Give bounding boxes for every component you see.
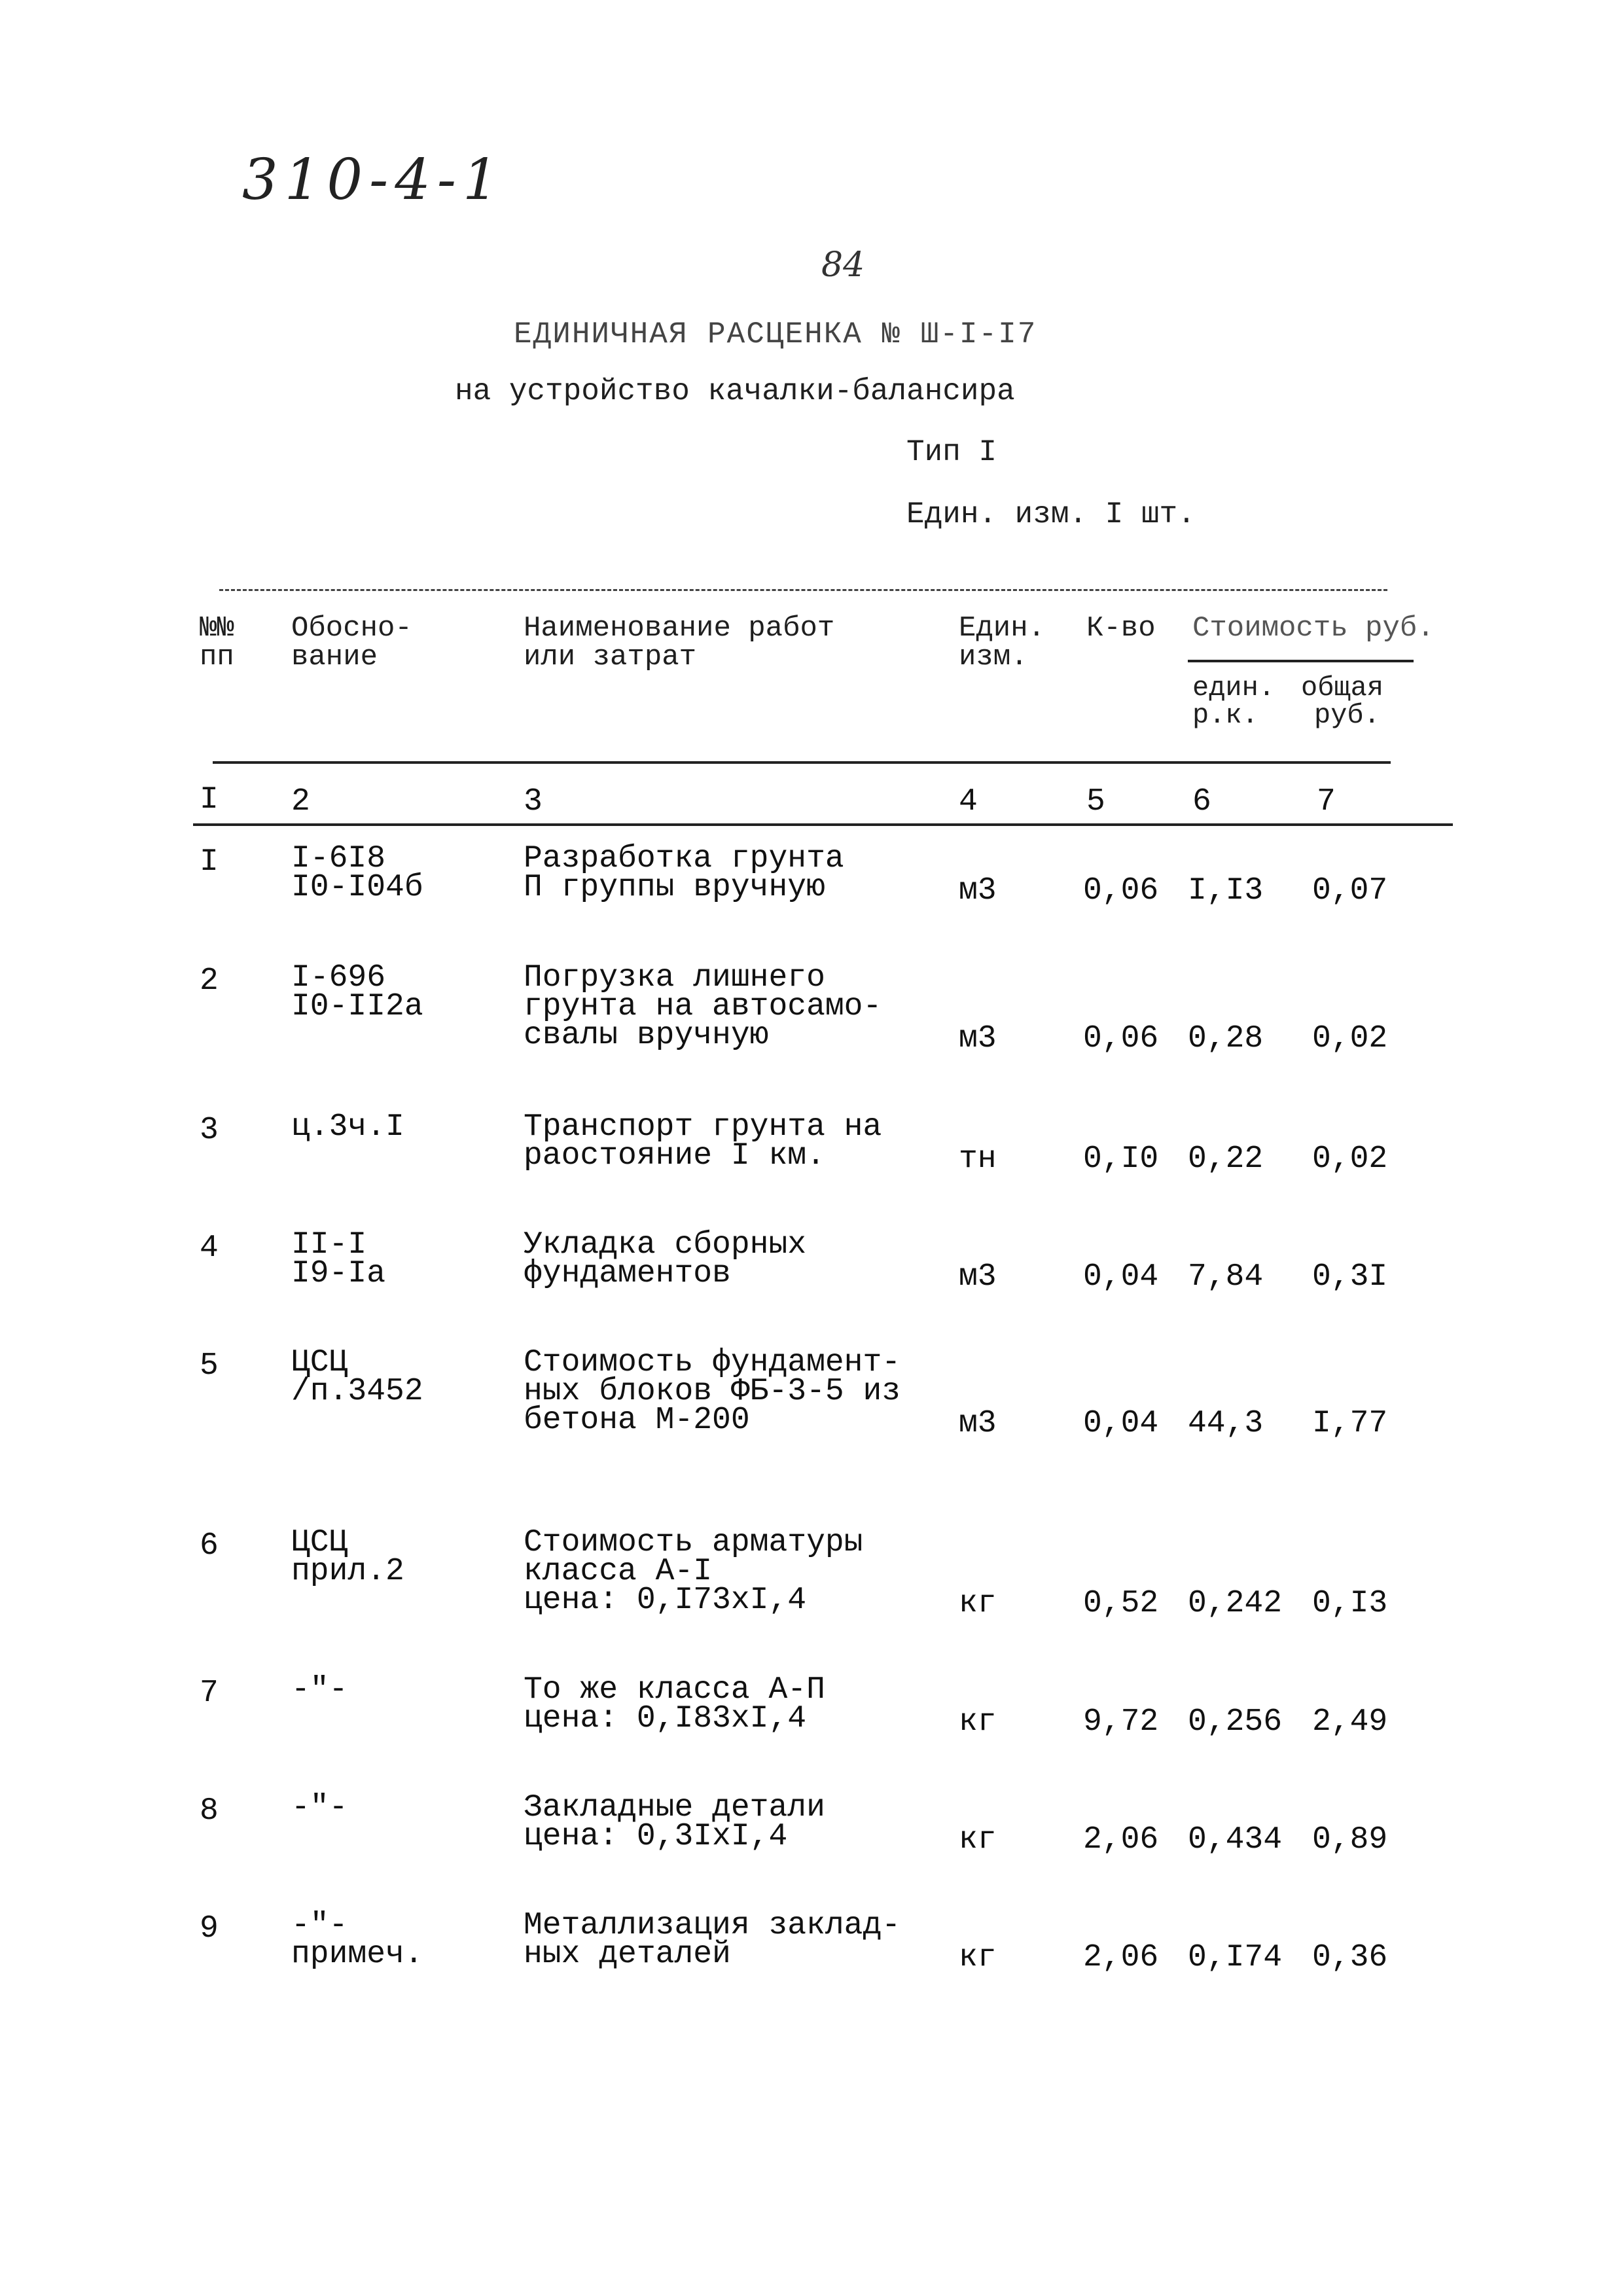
row-work-name-line: Стоимость фундамент- (524, 1345, 901, 1380)
row-basis-line: ЦСЦ (291, 1345, 348, 1380)
column-number-1: I (200, 782, 219, 817)
row-unit: м3 (959, 1259, 997, 1295)
row-basis-line: I0-I04б (291, 870, 423, 905)
row-work-name-line: Укладка сборных (524, 1227, 807, 1263)
header-number (200, 614, 234, 672)
row-work-name-line: Разработка грунта (524, 841, 844, 876)
row-basis-line: I0-II2а (291, 989, 423, 1024)
row-work-name-line: грунта на автосамо- (524, 989, 882, 1024)
header-basis-line2: вание (291, 641, 378, 673)
row-quantity: 0,I0 (1083, 1141, 1159, 1177)
header-unit-line2: изм. (959, 641, 1028, 673)
row-unit-price: I,I3 (1188, 873, 1264, 908)
row-unit: м3 (959, 1021, 997, 1056)
row-total-cost: 0,02 (1312, 1021, 1388, 1056)
row-quantity: 2,06 (1083, 1940, 1159, 1975)
page-subtitle: на устройство качалки-балансира (455, 374, 1015, 408)
row-total-cost: 0,02 (1312, 1141, 1388, 1177)
row-unit: кг (959, 1586, 997, 1621)
row-unit-price: 0,434 (1188, 1822, 1283, 1857)
row-unit-price: 0,I74 (1188, 1940, 1283, 1975)
row-basis-line: I9-Iа (291, 1256, 386, 1291)
header-cost-total-line2: руб. (1314, 700, 1380, 731)
row-quantity: 0,04 (1083, 1259, 1159, 1295)
header-unit-line1: Един. (959, 612, 1046, 645)
page-number: 84 (821, 245, 865, 285)
header-basis (291, 614, 412, 672)
row-work-name-line: П группы вручную (524, 870, 825, 905)
row-quantity: 0,06 (1083, 1021, 1159, 1056)
row-basis-line: II-I (291, 1227, 367, 1263)
header-cost-total-line1: общая (1301, 672, 1384, 704)
row-total-cost: 2,49 (1312, 1704, 1388, 1740)
row-unit: м3 (959, 1406, 997, 1441)
document-code: 310-4-1 (242, 147, 505, 213)
row-basis-line: примеч. (291, 1937, 423, 1972)
row-work-name-line: Стоимость арматуры (524, 1525, 863, 1560)
row-work-name-line: То же класса А-П (524, 1672, 825, 1708)
header-cost-total (1301, 674, 1383, 729)
row-basis-line: -"- (291, 1672, 348, 1708)
header-work-name (524, 614, 834, 672)
header-cost-group: Стоимость руб. (1192, 612, 1435, 645)
row-number: 6 (200, 1528, 219, 1564)
column-numbers-rule (193, 823, 1453, 826)
cost-group-rule (1188, 660, 1414, 662)
row-work-name-line: ных блоков ФБ-3-5 из (524, 1374, 901, 1409)
header-number-line2: пп (200, 641, 234, 673)
row-number: 9 (200, 1911, 219, 1946)
row-unit-price: 0,242 (1188, 1586, 1283, 1621)
row-work-name-line: Транспорт грунта на (524, 1109, 882, 1145)
row-unit: кг (959, 1940, 997, 1975)
header-number-line1: №№ (200, 612, 234, 645)
row-work-name-line: раостояние I км. (524, 1138, 825, 1174)
header-basis-line1: Обосно- (291, 612, 412, 645)
row-quantity: 0,52 (1083, 1586, 1159, 1621)
row-basis-line: I-6I8 (291, 841, 386, 876)
row-number: I (200, 844, 219, 880)
row-total-cost: 0,I3 (1312, 1586, 1388, 1621)
row-unit-price: 44,3 (1188, 1406, 1264, 1441)
row-total-cost: 0,89 (1312, 1822, 1388, 1857)
row-unit: м3 (959, 873, 997, 908)
row-basis-line: I-696 (291, 960, 386, 996)
header-cost-unit-line2: р.к. (1192, 700, 1258, 731)
row-quantity: 0,04 (1083, 1406, 1159, 1441)
column-number-5: 5 (1086, 784, 1105, 819)
header-cost-unit (1192, 674, 1275, 729)
row-work-name-line: ных деталей (524, 1937, 731, 1972)
row-unit: тн (959, 1141, 997, 1177)
row-total-cost: I,77 (1312, 1406, 1388, 1441)
row-basis-line: /п.3452 (291, 1374, 423, 1409)
column-number-7: 7 (1317, 784, 1336, 819)
row-total-cost: 0,07 (1312, 873, 1388, 908)
row-work-name-line: цена: 0,I73хI,4 (524, 1583, 807, 1618)
row-unit: кг (959, 1822, 997, 1857)
row-number: 5 (200, 1348, 219, 1384)
row-total-cost: 0,3I (1312, 1259, 1388, 1295)
row-work-name-line: цена: 0,3IхI,4 (524, 1819, 788, 1854)
row-unit: кг (959, 1704, 997, 1740)
column-number-4: 4 (959, 784, 978, 819)
row-number: 3 (200, 1113, 219, 1148)
row-basis-line: ЦСЦ (291, 1525, 348, 1560)
header-cost-unit-line1: един. (1192, 672, 1275, 704)
row-unit-price: 0,22 (1188, 1141, 1264, 1177)
type-label: Тип I (906, 435, 997, 469)
row-basis-line: -"- (291, 1790, 348, 1825)
row-quantity: 9,72 (1083, 1704, 1159, 1740)
row-total-cost: 0,36 (1312, 1940, 1388, 1975)
row-work-name-line: класса А-I (524, 1554, 713, 1589)
header-quantity: К-во (1086, 612, 1156, 645)
column-number-3: 3 (524, 784, 543, 819)
row-number: 2 (200, 963, 219, 999)
unit-label: Един. изм. I шт. (906, 497, 1196, 531)
row-work-name-line: цена: 0,I83хI,4 (524, 1701, 807, 1736)
row-unit-price: 0,256 (1188, 1704, 1283, 1740)
header-bottom-rule (213, 761, 1391, 764)
column-number-6: 6 (1192, 784, 1211, 819)
row-work-name-line: Металлизация заклад- (524, 1908, 901, 1943)
column-number-2: 2 (291, 784, 310, 819)
header-work-name-line1: Наименование работ (524, 612, 835, 645)
row-basis-line: ц.3ч.I (291, 1109, 404, 1145)
row-unit-price: 7,84 (1188, 1259, 1264, 1295)
row-unit-price: 0,28 (1188, 1021, 1264, 1056)
row-basis-line: прил.2 (291, 1554, 404, 1589)
row-quantity: 0,06 (1083, 873, 1159, 908)
row-work-name-line: свалы вручную (524, 1018, 769, 1053)
row-number: 8 (200, 1793, 219, 1829)
row-basis-line: -"- (291, 1908, 348, 1943)
row-quantity: 2,06 (1083, 1822, 1159, 1857)
header-work-name-line2: или затрат (524, 641, 697, 673)
row-work-name-line: фундаментов (524, 1256, 731, 1291)
row-number: 4 (200, 1230, 219, 1266)
table-top-rule (219, 589, 1387, 591)
row-work-name-line: Закладные детали (524, 1790, 825, 1825)
header-unit (959, 614, 1045, 672)
row-number: 7 (200, 1676, 219, 1711)
row-work-name-line: Погрузка лишнего (524, 960, 825, 996)
page-title: ЕДИНИЧНАЯ РАСЦЕНКА № Ш-I-I7 (514, 317, 1037, 351)
row-work-name-line: бетона М-200 (524, 1403, 750, 1438)
